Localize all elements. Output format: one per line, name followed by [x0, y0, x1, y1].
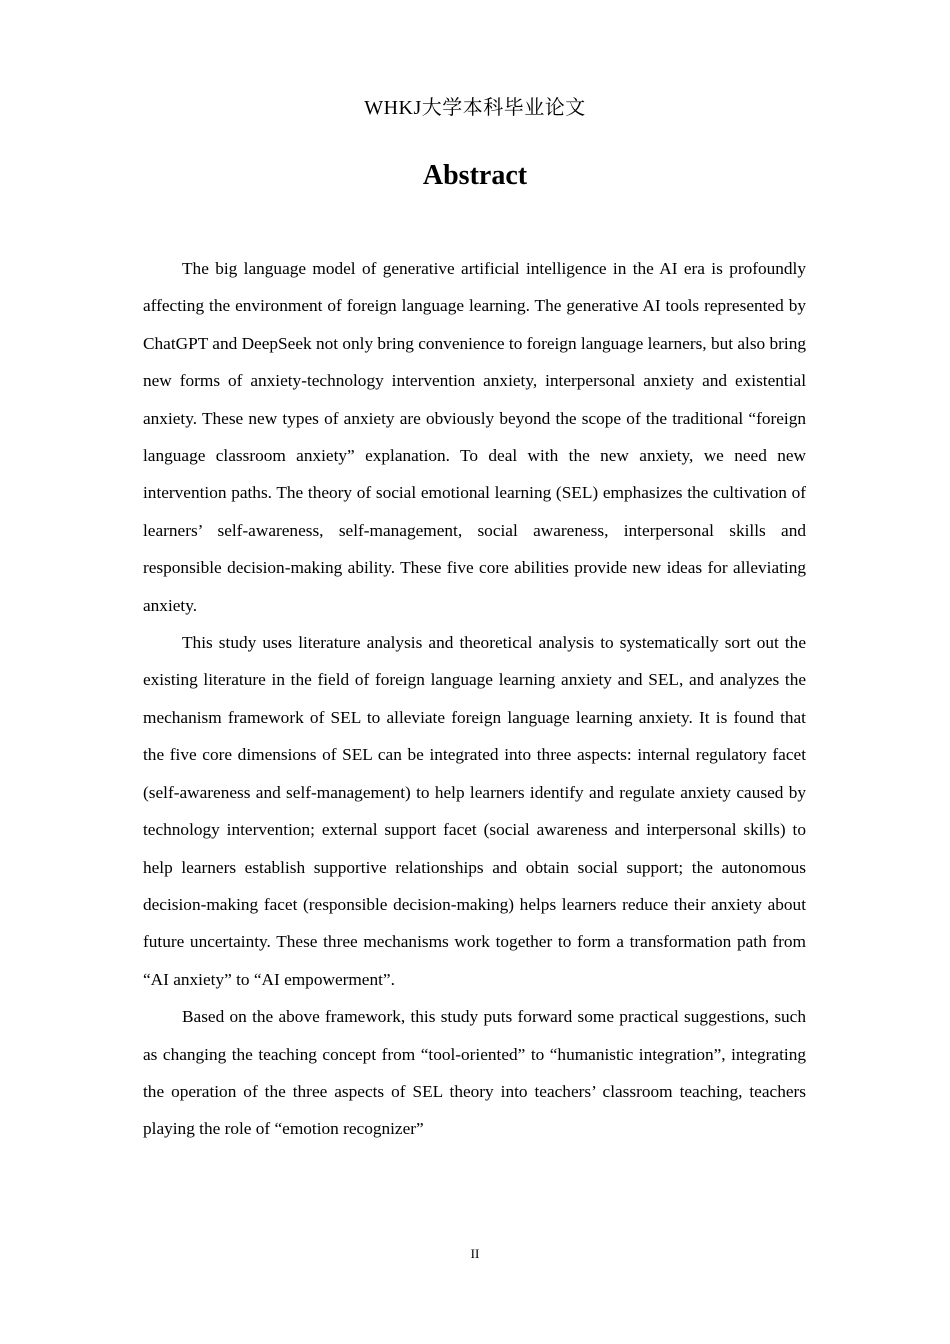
abstract-paragraph: Based on the above framework, this study puts forward some practical suggestions, such as changing the teaching concept from “tool-oriented” to “humanistic integration”, integrating the operation of the three aspects of SEL theory into teachers’ classroom teaching, teachers playing the role of “emotion recognizer” — [143, 1007, 806, 1139]
abstract-paragraph: This study uses literature analysis and theoretical analysis to systematically sort out the existing literature in the field of foreign language learning anxiety and SEL, and analyzes the mechanism framework of SEL to alleviate foreign language learning anxiety. It is found that the five core dimensions of SEL can be integrated into three aspects: internal regulatory facet (self-awareness and self-management) to help learners identify and regulate anxiety caused by technology intervention; external support facet (social awareness and interpersonal skills) to help learners establish supportive relationships and obtain social support; the autonomous decision-making facet (responsible decision-making) helps learners reduce their anxiety about future uncertainty. These three mechanisms work together to form a transformation path from “AI anxiety” to “AI empowerment”. — [143, 633, 806, 989]
abstract-paragraph: The big language model of generative artificial intelligence in the AI era is profoundly affecting the environment of foreign language learning. The generative AI tools represented by ChatGPT and DeepSeek not only bring convenience to foreign language learners, but also bring new forms of anxiety-technology intervention anxiety, interpersonal anxiety and existential anxiety. These new types of anxiety are obviously beyond the scope of the traditional “foreign language classroom anxiety” explanation. To deal with the new anxiety, we need new intervention paths. The theory of social emotional learning (SEL) emphasizes the cultivation of learners’ self-awareness, self-management, social awareness, interpersonal skills and responsible decision-making ability. These five core abilities provide new ideas for alleviating anxiety. — [143, 259, 806, 615]
abstract-body — [143, 250, 806, 1148]
running-header: WHKJ大学本科毕业论文 — [364, 97, 586, 119]
page-title: Abstract — [422, 160, 528, 191]
page-number: II — [470, 1246, 480, 1261]
